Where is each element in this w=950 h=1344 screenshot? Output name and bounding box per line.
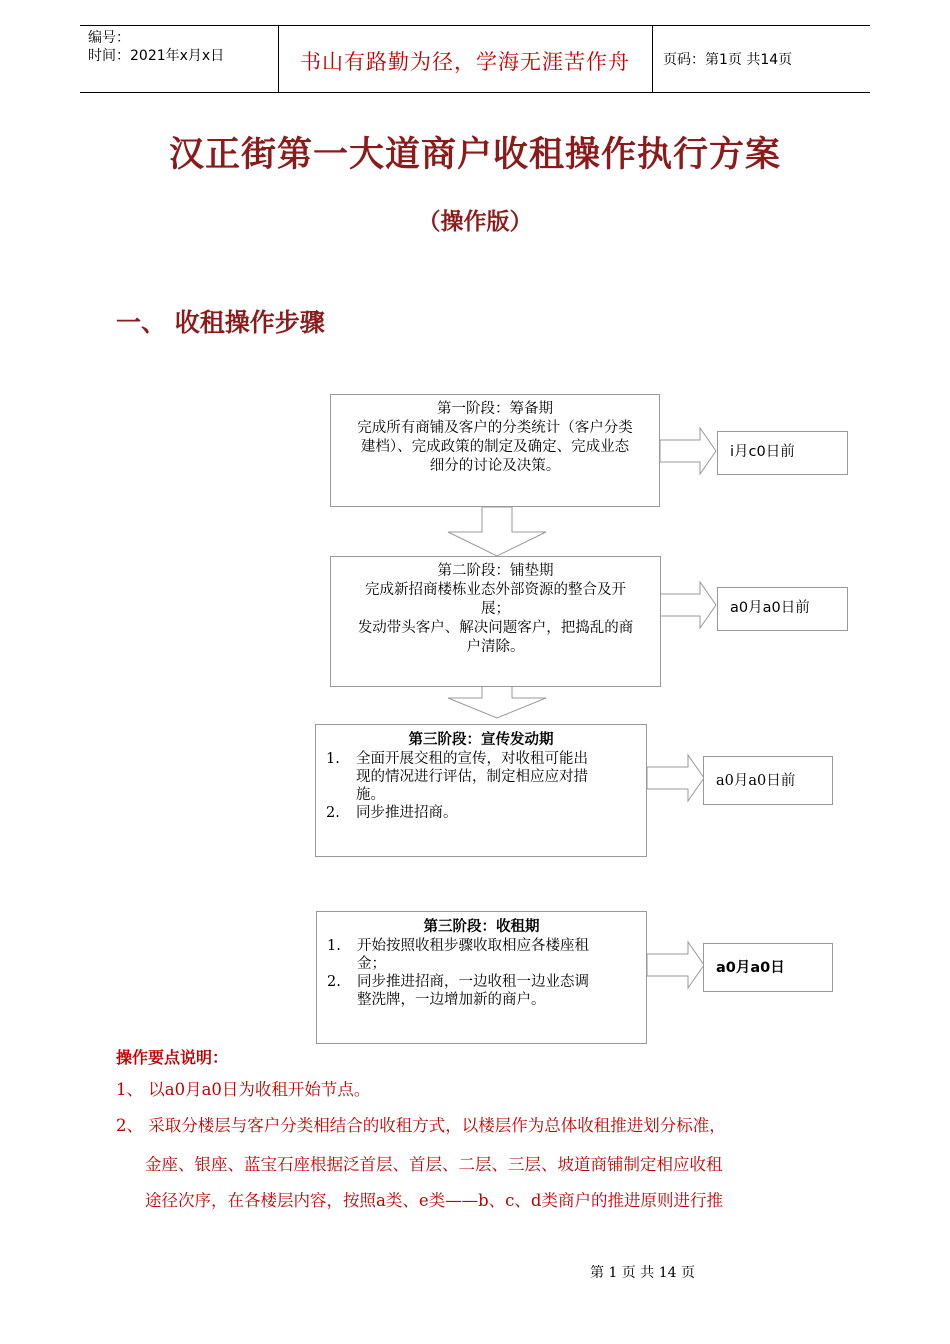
stage2-line-1: 完成新招商楼栋业态外部资源的整合及开 [365,582,626,598]
stage1-box [330,394,660,507]
note-item-2-line-2: 金座、银座、蓝宝石座根据泛首层、首层、二层、三层、坡道商铺制定相应收租 [145,1155,723,1174]
stage4-item-1-line-2: 金； [357,956,386,972]
stage2-title: 第二阶段：铺垫期 [437,563,554,579]
stage2-date: a0月a0日前 [730,600,810,616]
right-arrow-1 [660,428,716,474]
note-item-2-line-1: 2、 采取分楼层与客户分类相结合的收租方式，以楼层作为总体收租推进划分标准， [116,1116,726,1135]
right-arrow-2 [660,582,716,628]
stage1-line-1: 完成所有商铺及客户的分类统计（客户分类 [357,420,633,436]
stage3-title: 第三阶段：宣传发动期 [408,732,554,748]
number-label: 编号： [88,30,130,46]
stage1-line-3: 细分的讨论及决策。 [429,458,561,474]
stage3-item-1-line-2: 现的情况进行评估，制定相应应对措 [356,769,588,785]
stage3-item-1 [326,750,636,804]
stage1-title: 第一阶段：筹备期 [437,401,553,417]
stage1-line-2: 建档）、完成政策的制定及确定、完成业态 [360,439,630,455]
stage1-date: i月c0日前 [730,444,795,460]
document-title: 汉正街第一大道商户收租操作执行方案 [168,135,781,175]
right-arrow-4 [647,942,704,988]
down-arrow-1 [448,507,546,556]
stage4-box [316,911,647,1044]
stage3-item-1-line-1: 全面开展交租的宣传，对收租可能出 [356,751,588,767]
section-heading: 一、 收租操作步骤 [116,308,325,337]
stage3-item-2-line-1: 同步推进招商。 [356,805,458,821]
stage4-date: a0月a0日 [716,960,785,976]
stage3-item-1-line-3: 施。 [356,787,385,803]
stage3-box [315,724,647,857]
stage4-item-2-line-1: 同步推进招商，一边收租一边业态调 [357,974,589,990]
document-subtitle: （操作版） [417,209,533,235]
time-label: 时间：2021年x月x日 [88,48,225,64]
stage2-box [330,556,661,687]
stage2-line-2: 展； [481,601,510,617]
stage3-item-1-num: 1. [326,751,340,767]
stage1-date-box [717,431,848,475]
stage4-item-1-line-1: 开始按照收租步骤收取相应各楼座租 [357,938,589,954]
down-arrow-2 [448,686,546,718]
stage2-line-3: 发动带头客户、解决问题客户，把捣乱的商 [357,620,634,636]
stage4-title: 第三阶段：收租期 [423,919,540,935]
page-footer: 第 1 页 共 14 页 [590,1265,695,1281]
note-item-2-line-3: 途径次序，在各楼层内容，按照a类、e类——b、c、d类商户的推进原则进行推 [145,1191,723,1210]
stage4-item-2-line-2: 整洗牌，一边增加新的商户。 [357,992,546,1008]
page-info: 页码：第1页 共14页 [663,52,793,68]
stage3-item-2 [326,804,636,822]
stage4-item-2 [327,973,636,1009]
stage2-line-4: 户清除。 [466,639,525,655]
stage3-date: a0月a0日前 [716,773,796,789]
note-item-1: 1、 以a0月a0日为收租开始节点。 [116,1080,371,1099]
stage4-item-1-num: 1. [327,938,341,954]
right-arrow-3 [647,755,704,801]
stage4-item-1 [327,937,636,973]
stage4-item-2-num: 2. [327,974,341,990]
motto: 书山有路勤为径，学海无涯苦作舟 [300,50,630,74]
stage4-date-box [703,943,833,992]
stage3-item-2-num: 2. [326,805,340,821]
notes-title: 操作要点说明： [116,1048,229,1067]
stage3-date-box [703,756,833,805]
stage2-date-box [717,587,848,631]
